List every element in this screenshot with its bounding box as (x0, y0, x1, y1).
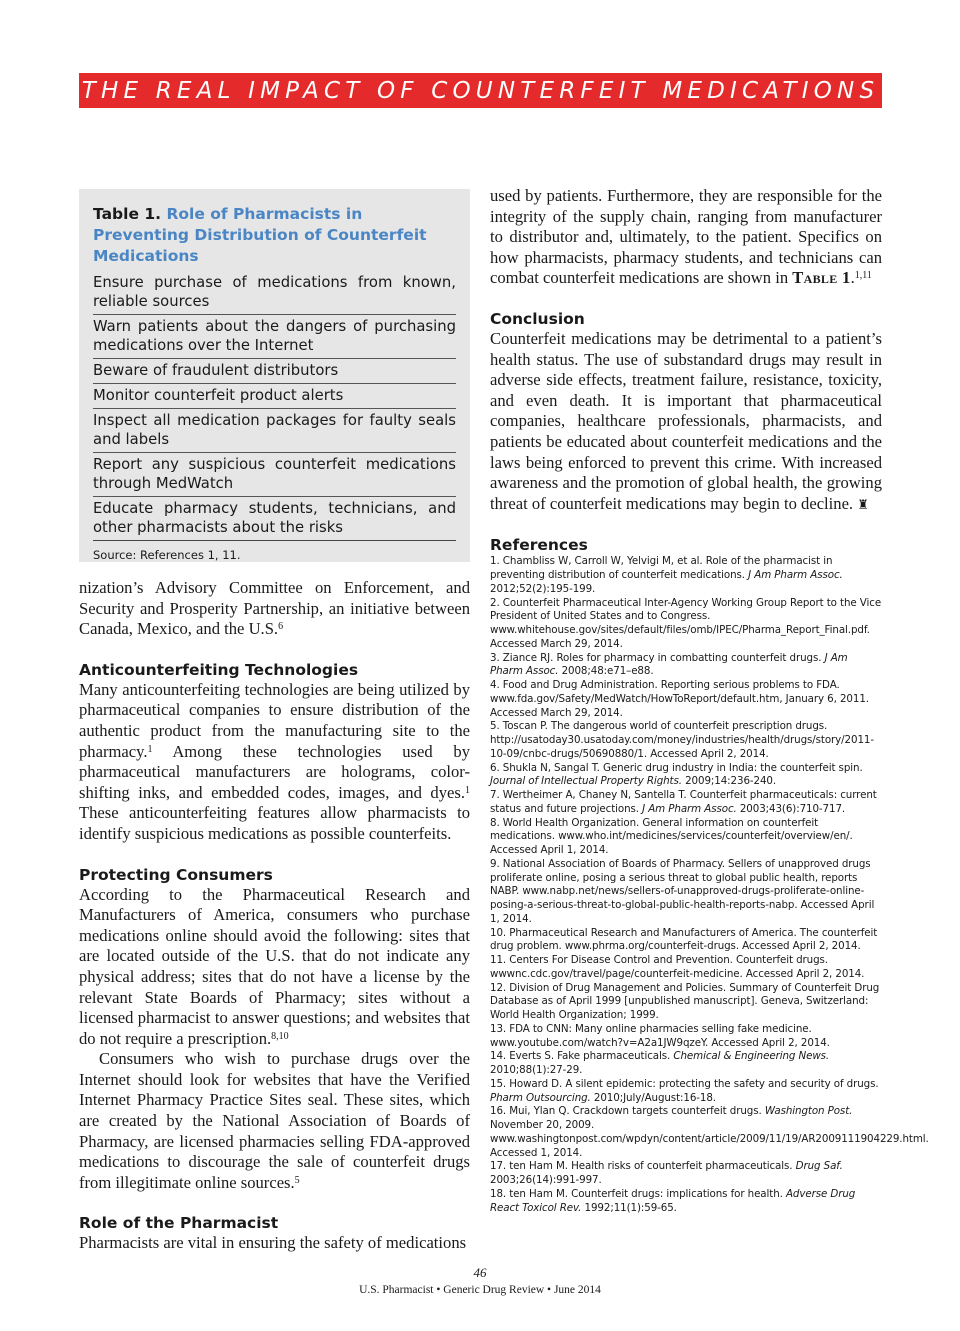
table-row: Inspect all medication packages for faulty seals and labels (93, 409, 456, 453)
reference-item: 18. ten Ham M. Counterfeit drugs: implications for health. Adverse Drug React Toxicol Rev. 1992;11(1):59-65. (490, 1187, 856, 1214)
intro-paragraph: nization’s Advisory Committee on Enforcement, and Security and Prosperity Partnership, an initiative between Canada, Mexico, and the U.S.$^6$ (79, 578, 470, 639)
publication-footer: U.S. Pharmacist • Generic Drug Review • June 2014 (359, 1284, 601, 1296)
reference-item: 6. Shukla N, Sangal T. Generic drug industry in India: the counterfeit spin. Journal of Intellectual Property Rights. 2009;14:236-240. (490, 761, 863, 788)
references-list (490, 555, 929, 1215)
table-row: Warn patients about the dangers of purchasing medications over the Internet (93, 315, 456, 359)
reference-item: 7. Wertheimer A, Chaney N, Santella T. Counterfeit pharmaceuticals: current status and future projections. J Am Pharm Assoc. 2003;43(6):710-717. (490, 789, 877, 815)
reference-item: 2. Counterfeit Pharmaceutical Inter-Agency Working Group Report to the Vice President of United States and to Congress. www.whitehouse.gov/sites/default/files/omb/IPEC/Pharma_Report_Final.pdf. Accessed March 29, 2014. (490, 596, 882, 650)
right-column (490, 186, 929, 1215)
role-of-pharmacist-heading: Role of the Pharmacist (79, 1214, 279, 1233)
table-row: Educate pharmacy students, technicians, and other pharmacists about the risks (93, 497, 456, 541)
protecting-paragraph-2: Consumers who wish to purchase drugs over the Internet should look for websites that have the Verified Internet Pharmacy Practice Sites seal. These sites, which are created by the National Association of Boards of Pharmacy, are licensed pharmacies selling FDA-approved medications to discourage the sale of counterfeit drugs from illegitimate online sources.$^5$ (79, 1049, 470, 1192)
reference-item: 11. Centers For Disease Control and Prevention. Counterfeit drugs. wwwnc.cdc.gov/travel/page/counterfeit-medicine. Accessed April 2, 2014. (490, 954, 865, 980)
reference-item: 3. Ziance RJ. Roles for pharmacy in combatting counterfeit drugs. J Am Pharm Assoc. 2008;48:e71–e88. (490, 651, 848, 678)
table-name: Role of Pharmacists in Preventing Distribution of Counterfeit Medications (93, 205, 427, 265)
reference-item: 10. Pharmaceutical Research and Manufacturers of America. The counterfeit drug problem. www.phrma.org/counterfeit-drugs. Accessed April 2, 2014. (490, 926, 878, 953)
protecting-consumers-heading: Protecting Consumers (79, 865, 273, 884)
continued-paragraph: used by patients. Furthermore, they are responsible for the integrity of the supply chain, ranging from manufacturer to distributor and, ultimately, to the patient. Specifics on how pharmacists, pharmacy students, and technicians can combat counterfeit medications are shown in Table 1.$^{1,11}$ (490, 186, 882, 288)
table-row: Beware of fraudulent distributors (93, 359, 456, 384)
conclusion-paragraph: Counterfeit medications may be detrimental to a patient’s health status. The use of substandard drugs may result in adverse side effects, treatment failure, resistance, toxicity, and even death. It is important that pharmaceutical companies, healthcare professionals, pharmacists, and patients be educated about counterfeit medications and the laws being enforced to prevent this crime. With increased awareness and the promotion of global health, the growing threat of counterfeit medications may begin to decline. ♜ (490, 328, 882, 513)
reference-item: 4. Food and Drug Administration. Reporting serious problems to FDA. www.fda.gov/Safety/MedWatch/HowToReport/default.htm, January 6, 2011. Accessed March 29, 2014. (490, 679, 869, 719)
anticounterfeiting-heading: Anticounterfeiting Technologies (79, 660, 359, 679)
table-title (93, 204, 456, 267)
table-source: Source: References 1, 11. (93, 548, 241, 562)
reference-item: 9. National Association of Boards of Pharmacy. Sellers of unapproved drugs proliferate online, posing a serious threat to global public health, reports NABP. www.nabp.net/news/sellers-of-unapproved-drugs-proliferate-online-posing-a-serious-threat-to-global-public-health-reports-nabp. Accessed April 1, 2014. (490, 857, 875, 925)
reference-item: 12. Division of Drug Management and Policies. Summary of Counterfeit Drug Database as of April 1999 [unpublished manuscript]. Geneva, Switzerland: World Health Organization; 1999. (490, 981, 880, 1022)
reference-item: 8. World Health Organization. General information on counterfeit medications. www.who.int/medicines/services/counterfeit/overview/en/. Accessed April 1, 2014. (490, 816, 853, 857)
page-number: 46 (473, 1265, 487, 1280)
table-reference: Table 1 (792, 268, 851, 288)
conclusion-heading: Conclusion (490, 309, 585, 328)
protecting-paragraph-1: According to the Pharmaceutical Research and Manufacturers of America, consumers who purchase medications online should avoid the following: sites that are located outside of the U.S. that do not indicate any physical address; sites that do not have a license by the relevant State Boards of Pharmacy; sites without a licensed pharmacist to answer questions; and websites that do not require a prescription.$^{8,10}$ (79, 884, 470, 1048)
header-banner (79, 73, 882, 108)
left-column (79, 578, 470, 1254)
end-mark-icon: ♜ (857, 496, 869, 512)
reference-item: 13. FDA to CNN: Many online pharmacies selling fake medicine. www.youtube.com/watch?v=A2a1JW9qzeY. Accessed April 2, 2014. (490, 1022, 830, 1049)
table-row: Ensure purchase of medications from known, reliable sources (93, 271, 456, 315)
reference-item: 5. Toscan P. The dangerous world of counterfeit prescription drugs. http://usatoday30.usatoday.com/money/industries/health/drugs/story/2011-10-09/cnbc-drugs/50690880/1. Accessed April 2, 2014. (490, 720, 874, 760)
table-1 (79, 189, 470, 562)
anticounterfeiting-paragraph: Many anticounterfeiting technologies are being utilized by pharmaceutical companies to ensure distribution of the authentic product from the manufacturing site to the pharmacy.$^1$ Among these technologies used by pharmaceutical manufacturers are holograms, color-shifting inks, and embedded codes, images, and dyes.$^1$ These anticounterfeiting features allow pharmacists to identify suspicious medications as possible counterfeits. (79, 679, 470, 843)
table-number: Table 1. (93, 205, 162, 223)
references-heading: References (490, 536, 588, 555)
reference-item: 1. Chambliss W, Carroll W, Yelvigi M, et al. Role of the pharmacist in preventing distribution of counterfeit medications. J Am Pharm Assoc. 2012;52(2):195-199. (490, 555, 843, 595)
header-title: THE REAL IMPACT OF COUNTERFEIT MEDICATIONS (81, 78, 880, 104)
reference-item: 17. ten Ham M. Health risks of counterfeit pharmaceuticals. Drug Saf. 2003;26(14):991-997. (490, 1160, 843, 1187)
reference-item: 15. Howard D. A silent epidemic: protecting the safety and security of drugs. Pharm Outsourcing. 2010;July/August:16-18. (490, 1077, 879, 1104)
role-paragraph: Pharmacists are vital in ensuring the safety of medications (79, 1233, 467, 1253)
table-row: Monitor counterfeit product alerts (93, 384, 456, 409)
reference-item: 14. Everts S. Fake pharmaceuticals. Chemical & Engineering News. 2010;88(1):27-29. (490, 1050, 830, 1077)
reference-item: 16. Mui, Ylan Q. Crackdown targets counterfeit drugs. Washington Post. November 20, 2009. www.washingtonpost.com/wpdyn/content/article/2009/11/19/AR2009111904229.html. Accessed 1, 2014. (490, 1105, 929, 1159)
table-row: Report any suspicious counterfeit medications through MedWatch (93, 453, 456, 497)
